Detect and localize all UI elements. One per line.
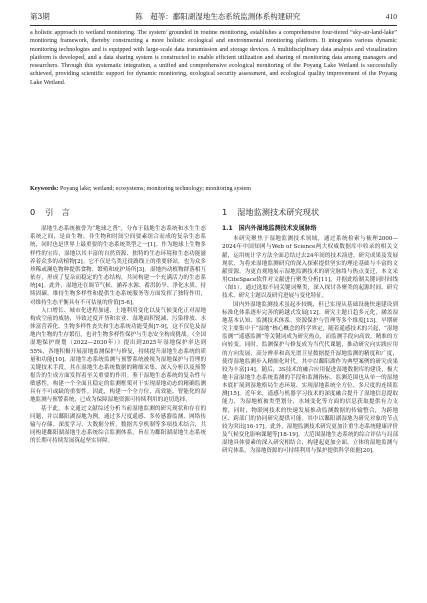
page-header	[30, 9, 397, 26]
keywords-line	[30, 185, 397, 193]
status-paragraph-1: 本研究聚焦于湿地监测技术领域，通过系统检索与梳理2000—2024年中国知网与Web of Science两大权威数据库中收录的相关文献，运用统计学方法全面总结过去24年间的技术演进、研究成果及发展现状，为将来湿地监测研究的深入探索提供坚实的理论基础与丰富的文献资源。为更直观地展示湿地监测技术的研究脉络与热点变迁，本文采用CiteSpace软件对文献进行聚类分析[11]，并据此绘制关键词时间线（图1）。通过选取不同关键词聚类，深入探讨各聚类的起源时间、研究技术、研究主题以及研究进展与变化特征。	[222, 236, 398, 300]
page-number: 410	[385, 11, 397, 21]
keywords-label: Keywords:	[30, 186, 59, 192]
intro-paragraph-2: 人口增长、城市化进程加速、土地利用变化以及气候变化正对湿地构成空前的威胁，导致过度开垦和农业、湿地面积锐减、污染排放、水体富营养化、生物多样性丧失和生态系统功能受损[7-9]，这不仅危及湿地内生物的生存繁衍，也对生物多样性保护与生态安全构成挑战。《全国湿地保护规划（2022—2030年）》提出到2025年湿地保护率达到55%，各地积极开展湿地监测保护与修复，持续提升湿地生态系统的质量和功能[10]。湿地生态系统监测与预警系统被视为湿地保护与管理的关键技术手段，其在湿地生态系统数据的精细采集、深入分析以及预警报告的生成方面发挥着至关重要的作用。鉴于湿地生态系统的复杂性与敏感性，构建一个全面且稳定的监测框架对于实现湿地动态的精确监测具有不可或缺的重要性。因此，构建一个全方位、高效能、智能化的湿地监测与预警系统，已成为保障湿地资源可持续利用的迫切选择。	[30, 307, 206, 404]
running-title: 陈 超等：鄱阳湖湿地生态系统监测体系构建研究	[135, 11, 301, 21]
section-number: 0	[30, 207, 36, 217]
intro-paragraph-3: 基于此，本文通过文献综述分析当前湿地监测的研究现状和存在的问题，并以鄱阳湖湿地为例，通过多尺度遥感、多传感器监测、网络传输与存储、深度学习、大数据分析、数据共享机制等多项技术结合，共同构建鄱阳湖湿地生态系统综合监测体系，旨在为鄱阳湖湿地生态系统的长期可持续发展筑起坚实屏障。	[30, 405, 206, 445]
keywords-text: Poyang lake; wetland; ecosystems; monitoring technology; monitoring system	[59, 186, 252, 192]
subsection-heading: 1.1 国内外湿地监测技术发展脉络	[222, 225, 317, 233]
section-title: 湿地监测技术研究现状	[237, 207, 320, 217]
section-heading-status	[222, 208, 398, 216]
section-number: 1	[222, 207, 228, 217]
intro-paragraph-1: 湿地生态系统被誉为“地球之肾”，分布于陆地生态系统和水生生态系统之间，是由生物、非生物和时间空间要素组合而成的复杂生态系统，同时也是世界上最重要的生态系统类型之一[1]。作为地球上生物多样性的宝库，湿地以其丰富的自然资源、独特的生态环境和生态功能滋养着众多的动植物[2]。它不仅是鸟类迁徙路线上的重要驿站，也为众多珍稀或濒危物种提供食物、繁殖和庇护场所[3]。湿地内动植物群落相互依存，形成了复杂而稳定的生态结构，共同构建一个充满活力的生态系统[4]。此外，湿地还在调节气候、涵养水源、蓄洪防旱、净化水质、持续固碳、维持生物多样性和提供生态系统服务等方面发挥了独特作用，对维持生态平衡具有不可估量的价值[5-6]。	[30, 226, 206, 306]
issue-label: 第3期	[30, 11, 50, 21]
section-title: 引 言	[45, 207, 70, 217]
status-paragraph-2: 国内外湿地监测技术虽起步较晚，但已实现从基础设施快速建设到标准化体系逐步完善的跨越式发展[12]。研究主题日趋多元化，涵盖湿地基本认知、监测技术体系、资源保护与管理等多个维度[13]。早期研究主要集中于“湿地”核心概念的科学界定，随着遥感技术的兴起，“湿地监测”“遥感监测”等关键词成为研究热点，而监测手段向高效、精准的方向转变。同时，监测保护与修复成为当代代课题，推动研究向实践应用的方向发展，高分辨率和高光谱卫星数据提升湿地监测的精度和广度，使得湿地监测步入精细化时代。其中以鄱阳湖作为典型案例的研究成果较为丰富[14]。随后，3S技术的融合应用促进湿地数据库的建设，极大地丰富湿地生态系统监测的手段和监测指标。监测范围也从单一的湿地本底扩展到湿地格局生态环境、实现湿地系统全方位、多尺度的连续监测[15]。近年来，遥感与机器学习技术的深度融合提升了湿地信息提取能力，为湿地植被类型划分、水域变化等方面的信息获取提供有力支撑，同时，物联网技术的快速发展推动监测数据的传输整合，为跨地区、跨部门的协同研究提供可能。其中以鄱阳湖湿地为研究对象的节点较为突出[16-17]。此外，湿地监测技术研究更加注重生态系统健康评价及气候变化影响课题等[18-19]。大范围湿地生态系统的综合评估与局部湿地具体要素的深入研究相结合，构建起更加全面、立体的湿地监测与研究体系，为湿地资源的可持续利用与保护提供科学依据[20]。	[222, 301, 398, 455]
right-column	[222, 208, 398, 456]
left-column	[30, 208, 206, 445]
section-heading-introduction	[30, 208, 206, 216]
english-abstract-continuation: a holistic approach to wetland monitoring. The system' grounded in routine monitoring, establishes a comprehensive four-tiered “sky-air-land-lake” monitoring framework, thereby constructing a more holistic ecological and environmental monitoring platform. It integrates various dynamic monitoring technologies and is equipped with large-scale data transmission and storage devices. A multidisciplinary data analysis and visualization platform is developed, and a data sharing system is constructed to enable efficient utilization and sharing of monitoring data among managers and researchers. Through this systematic integration, a unified and comprehensive ecological monitoring of the Poyang Lake Wetland is successfully achieved, providing scientific support for dynamic monitoring, ecological security assessment, and ecological quality improvement of the Poyang Lake Wetland.	[30, 30, 397, 86]
